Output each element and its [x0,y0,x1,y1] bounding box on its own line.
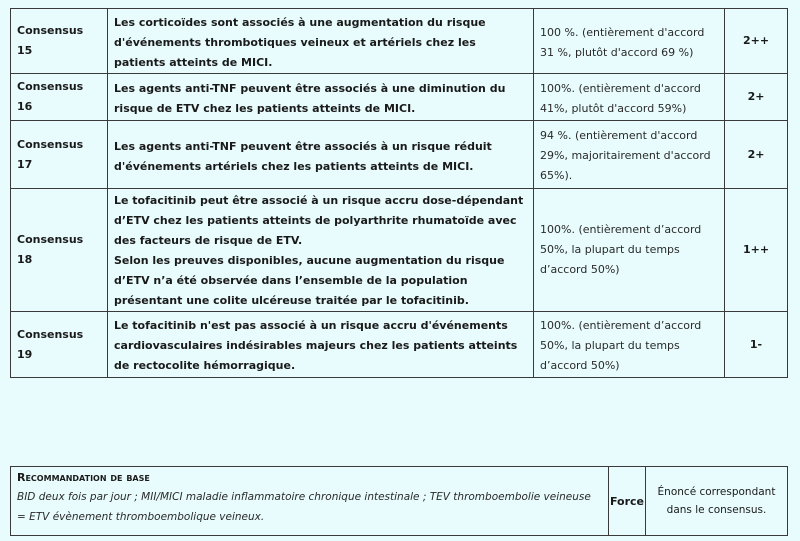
row-agreement: 100%. (entièrement d’accord 50%, la plupart du temps d’accord 50%) [534,189,725,312]
table-row [11,74,788,121]
row-agreement: 94 %. (entièrement d'accord 29%, majoritairement d'accord 65%). [534,121,725,189]
row-agreement: 100 %. (entièrement d'accord 31 %, plutôt d'accord 69 %) [534,9,725,74]
recommendation-footer [10,466,788,536]
row-agreement: 100%. (entièrement d'accord 41%, plutôt d'accord 59%) [534,74,725,121]
row-label: Consensus 17 [11,121,108,189]
footer-legend: BID deux fois par jour ; MII/MICI maladie inflammatoire chronique intestinale ; TEV thromboembolie veineuse = ETV évènement thromboembolique veineux. [17,491,591,523]
row-agreement: 100%. (entièrement d’accord 50%, la plupart du temps d’accord 50%) [534,312,725,378]
statement-part-2: Selon les preuves disponibles, aucune augmentation du risque d’ETV n’a été observée dans l’ensemble de la population présentant une colite ulcéreuse traitée par le tofacitinib. [114,254,505,307]
row-statement: Les corticoïdes sont associés à une augmentation du risque d'événements thrombotiques veineux et artériels chez les patients atteints de MICI. [108,9,534,74]
row-grade: 2+ [725,121,788,189]
footer-title: Recommandation de base [17,471,150,484]
row-label: Consensus 16 [11,74,108,121]
footer-main-cell [11,467,609,535]
row-grade: 2+ [725,74,788,121]
footer-enonce: Énoncé correspondant dans le consensus. [657,486,776,516]
consensus-table [10,8,788,378]
table-row [11,121,788,189]
row-grade: 2++ [725,9,788,74]
footer-force: Force [609,467,646,535]
table-row [11,9,788,74]
row-grade: 1++ [725,189,788,312]
row-grade: 1- [725,312,788,378]
row-statement: Les agents anti-TNF peuvent être associés à une diminution du risque de ETV chez les patients atteints de MICI. [108,74,534,121]
table-row [11,189,788,312]
table-row [11,312,788,378]
row-label: Consensus 19 [11,312,108,378]
row-statement [108,189,534,312]
row-label: Consensus 18 [11,189,108,312]
row-label: Consensus 15 [11,9,108,74]
row-statement: Le tofacitinib n'est pas associé à un risque accru d'événements cardiovasculaires indésirables majeurs chez les patients atteints de rectocolite hémorragique. [108,312,534,378]
statement-part-1: Le tofacitinib peut être associé à un risque accru dose-dépendant d’ETV chez les patients atteints de polyarthrite rhumatoïde avec des facteurs de risque de ETV. [114,194,524,247]
row-statement: Les agents anti-TNF peuvent être associés à un risque réduit d'événements artériels chez les patients atteints de MICI. [108,121,534,189]
